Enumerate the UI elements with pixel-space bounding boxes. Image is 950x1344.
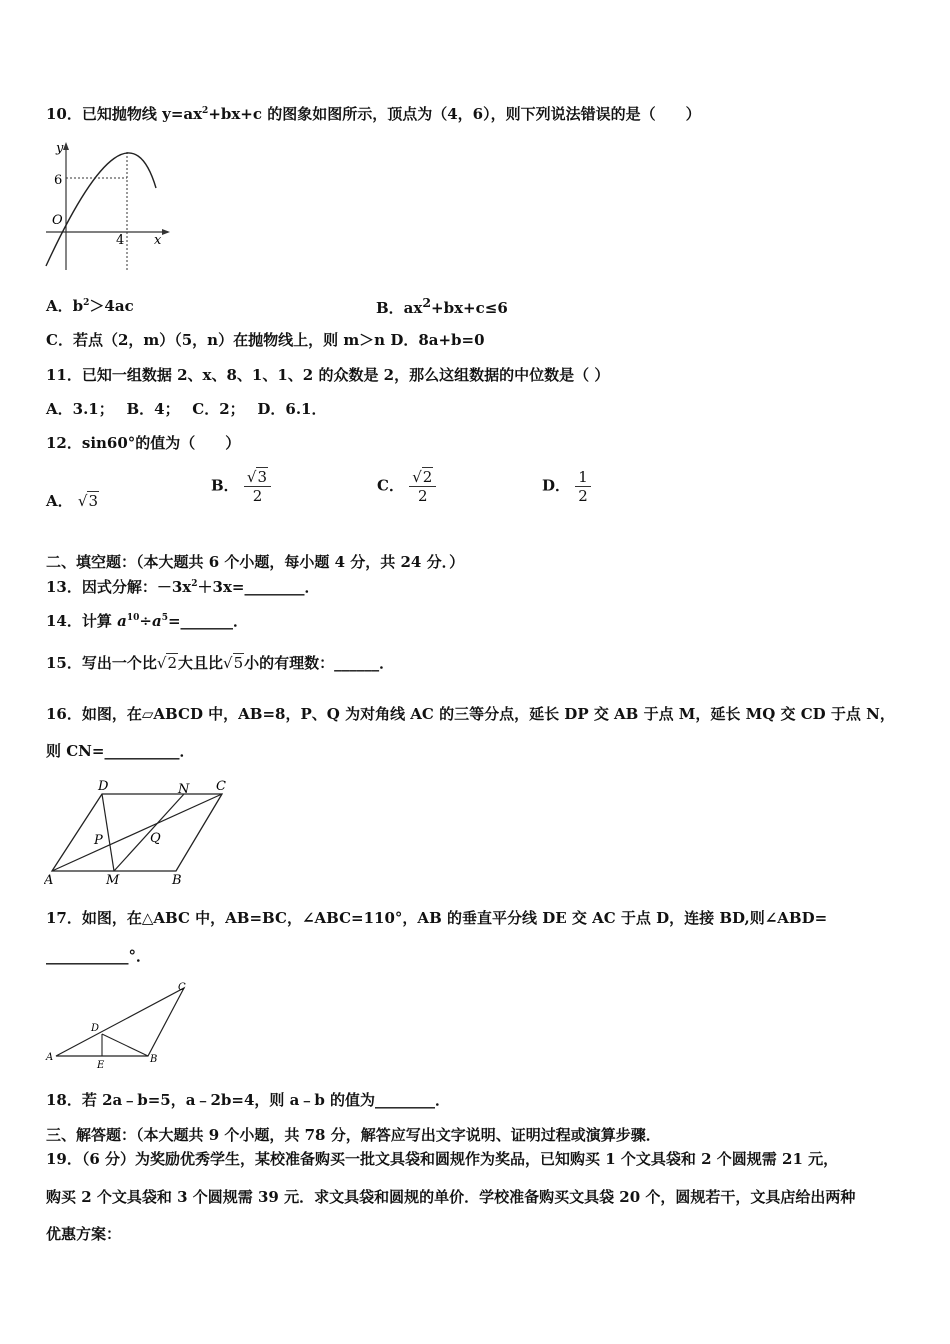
q17-line1: 17．如图，在△ABC 中，AB=BC，∠ABC=110°，AB 的垂直平分线 DE 交 AC 于点 D，连接 BD,则∠ABD= [46, 909, 828, 927]
section-2-heading: 二、填空题：（本大题共 6 个小题，每小题 4 分，共 24 分．） [46, 553, 465, 571]
q16-line1: 16．如图，在▱ABCD 中，AB=8，P、Q 为对角线 AC 的三等分点，延长 DP 交 AB 于点 M，延长 MQ 交 CD 于点 N， [46, 705, 895, 723]
label-n: N [178, 782, 190, 797]
q13-stem: 13．因式分解：$-3x^2+3x=\_\_\_\_\_\_\_\_$． [46, 578, 320, 596]
q19-line2: 购买 2 个文具袋和 3 个圆规需 39 元．求文具袋和圆规的单价．学校准备购买文具袋 20 个，圆规若干，文具店给出两种 [46, 1188, 856, 1206]
axis-x-label: x [154, 233, 162, 248]
origin-label: O [52, 213, 63, 228]
sqrt-3: √3 [77, 492, 98, 510]
sqrt-2: √2 [156, 654, 177, 672]
q19-line1: 19．（6 分）为奖励优秀学生，某校准备购买一批文具袋和圆规作为奖品，已知购买 1 个文具袋和 2 个圆规需 21 元， [46, 1150, 839, 1168]
q15-stem: 15．写出一个比√2大且比√5小的有理数：______． [46, 654, 395, 672]
tick-six: 6 [54, 173, 63, 188]
q10-option-cd: C．若点（2，m）（5，n）在抛物线上，则 m＞n D．8a+b=0 [46, 331, 485, 349]
q10-option-a: A．$b^2>4ac$ [46, 297, 134, 315]
q12-option-c: C． $\frac{√2}{2}$ [377, 468, 436, 505]
label-d: D [91, 1023, 100, 1034]
q11-stem: 11．已知一组数据 2、x、8、1、1、2 的众数是 2，那么这组数据的中位数是（ ） [46, 366, 610, 384]
q14-stem: 14．计算 $a^{10}\div a^5=\_\_\_\_\_\_\_$． [46, 612, 249, 630]
sqrt-5: √5 [223, 654, 244, 672]
tick-four: 4 [116, 233, 125, 248]
q12-option-b: B． $\frac{√3}{2}$ [211, 468, 271, 505]
q16-line2: 则 CN=__________． [46, 742, 195, 760]
label-d: D [98, 779, 109, 794]
q11-options: A．3.1； B．4； C．2； D．6.1． [46, 400, 327, 418]
q12-option-a: A． √3 [46, 492, 98, 510]
q10-parabola-figure [44, 140, 174, 272]
q10-stem: 10．已知抛物线 $y=ax^2+bx+c$ 的图象如图所示，顶点为（4，6），则下列说法错误的是（ ） [46, 105, 701, 123]
q10-option-b: B．$ax^2+bx+c\le 6$ [376, 295, 508, 317]
section-3-heading: 三、解答题：（本大题共 9 个小题，共 78 分，解答应写出文字说明、证明过程或演算步骤． [46, 1126, 661, 1144]
label-p: P [94, 833, 103, 848]
q18-stem: 18．若 2a﹣b=5，a﹣2b=4，则 a﹣b 的值为________． [46, 1091, 451, 1109]
q17-line2: ___________°． [46, 947, 152, 965]
label-b: B [172, 873, 182, 888]
q12-stem: 12．sin60°的值为（ ） [46, 434, 241, 452]
q17-triangle-figure [44, 980, 194, 1070]
label-c: C [216, 779, 226, 794]
label-q: Q [150, 831, 161, 846]
label-c: C [178, 982, 186, 993]
label-a: A [46, 1052, 54, 1063]
axis-y-label: y [56, 141, 64, 156]
label-b: B [150, 1054, 158, 1065]
label-m: M [106, 873, 120, 888]
q16-parallelogram-figure [44, 776, 230, 888]
label-a: A [44, 873, 54, 888]
q19-line3: 优惠方案： [46, 1225, 122, 1243]
label-e: E [97, 1060, 105, 1070]
q12-option-d: D． $\frac{1}{2}$ [542, 468, 591, 505]
